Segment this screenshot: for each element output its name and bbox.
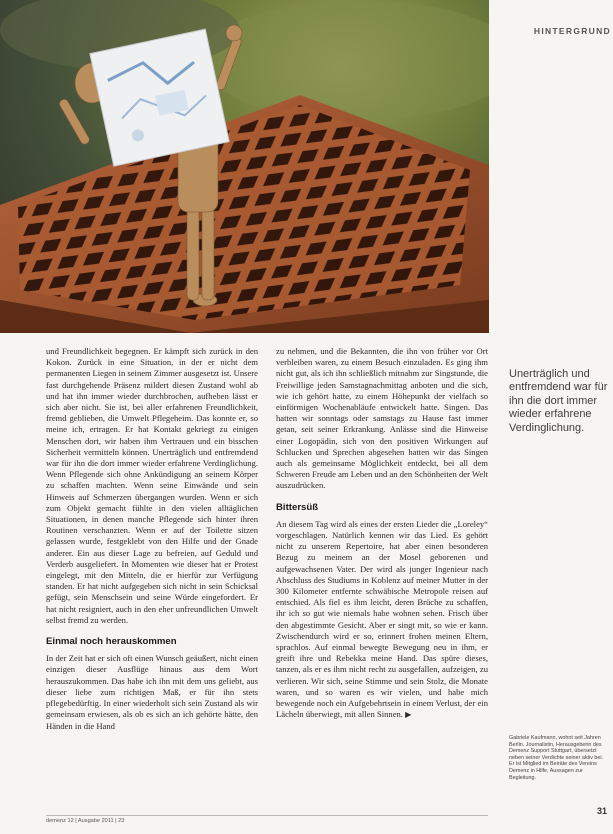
article-photo <box>0 0 489 333</box>
paragraph: In der Zeit hat er sich oft einen Wunsch geäußert, nicht einen einzigen dieser Ausflüge hinaus aus dem Wort herauszukommen. Das habe ich ihn mit dem uns geliebt, aus dieser liebe zum richtigen Maß, er für ihn stets pflegebedürftig. In einer wiederholt sich sein Zustand als wir gemeinsam erwiesen, als ob es sich an ich gehörte hätte, den Händen in die Hand <box>46 653 258 731</box>
paragraph: und Freundlichkeit begegnen. Er kämpft sich zurück in den Kokon. Zurück in eine Situation, in der er nicht dem permanenten Liegen in seinem Zimmer ausgesetzt ist. Unsere fast durchgehende Präsenz mildert diesen Zustand wohl ab und hat ihn immer wieder durchbrochen, aufheben lässt er sich aber nicht. Sie ist, bei aller erfahrenen Freundlichkeit, fremd geblieben, die Umwelt Pflegeheim. Das konnte er, so meine ich, ertragen. Er hat Kontakt gekriegt zu einigen Menschen dort, wir haben ihm Vertrauen und ein bisschen Sicherheit vermitteln können. Unerträglich und entfremdend war für ihn die dort immer wieder erfahrene Verdinglichung. Wenn Pflegende sich ohne Ankündigung an seinem Körper zu schaffen machten. Wenn seine Einwände und sein Hinweis auf Schmerzen übergangen wurden. Wenn er sich zum Objekt gemacht fühlte in den vielen alltäglichen Situationen, in denen manche Pflegende sich hinter ihren Routinen verschanzten. Wenn er auf der Toilette sitzen gelassen wurde, festgeklebt von den Hilfe und der Gnade anderer. Ein aus dieser Lage zu befreien, auf Geduld und Verderb ausgeliefert. In Momenten wie dieser hat er Protest eingelegt, mit den Mitteln, die er hierfür zur Verfügung standen. Er hat nicht aufgegeben sich nicht in sein Schicksal gefügt, sein Menschsein und seine Würde eingefordert. Er hat nicht resigniert, auch in den eher unfreundlichen Umwelt selbst fremd zu werden. <box>46 346 258 625</box>
section-label: HINTERGRUND <box>533 26 611 36</box>
photo-illustration <box>0 0 489 333</box>
pull-quote: Unerträglich und entfremdend war für ihn die dort immer wieder erfahrene Verdinglichung. <box>509 368 608 434</box>
subheading-einmal: Einmal noch herauskommen <box>46 636 177 648</box>
page-number: 31 <box>596 806 607 816</box>
subheading-bittersuess: Bittersüß <box>276 501 319 513</box>
paragraph <box>276 519 488 721</box>
author-bio: Gabriele Kaufmann, wohnt seit Jahren Berlin. Journalistin, Herausgeberin des Demenz Support Stuttgart, übersetzt neben seiner Verdichte seiner aktiv bei. Er ist Mitglied im Beiräte des Vereins Demenz in Hilfe, Aussagen zur Begleitung. <box>509 735 604 781</box>
page-footer: demenz 12 | Ausgabe 2011 | 23 <box>46 815 488 824</box>
paragraph-text: An diesem Tag wird als eines der ersten Lieder die „Loreley“ vorgeschlagen. Natürlich kennen wir das Lied. Es gehört nicht zu unserem Repertoire, hat aber einen besonderen Bezug zu meinem an der Mosel geborenen und aufgewachsenen Vater. Der wird als junger Ingenieur nach Abschluss des Studiums in Koblenz auf meiner Mutter in der 300 Kilometer entfernte schwäbische Metropole reisen auf entschied. Als fiel es ihm leicht, deren Brüche zu schaffen, ihr ich so gut wie niemals habe wohnen sehen. Frisch über den abgestimmte Gesicht. Aber er singt mit, so wie er kann. Zwischendurch wird er so, erinnert frohen meinen Eltern, sprachlos. Auf einmal bewegte Bewegung neu in ihm, er greift ihre und Rebekka meine Hand. Das spüre dieses, tanzen, als er es ihm nicht recht zu ausgefallen, aufzeigen, zu verlieren. Wir sich, seine Stimme und sein Stolz, die Monate waren, und so waren es wir vielen, und habe mich bewegende noch ein Aufgebehrtsein in einem Verlust, der ein Lächeln überwiegt, mit allen Sinnen. <box>276 518 488 720</box>
article-column-1 <box>46 346 258 732</box>
end-arrow-icon: ▶ <box>405 710 412 720</box>
article-column-2 <box>276 346 488 721</box>
paragraph: zu nehmen, und die Bekannten, die ihn von früher vor Ort verbleiben waren, zu einem Besuch einzuladen. Es ging ihm nicht gut, als ich ihn schließlich mitnahm zur Singstunde, die Freiwillige jeden Samstagnachmittag anboten und die sich, wie ich gehört hatte, zu einem Höhepunkt der vielfach so einförmigen Wochenabläufe entwickelt hatte. Singen. Das hatten wir sonntags oder samstags zu Hause fast immer getan, seit seiner Erkrankung. Anlässe sind die Hinweise einer Logopädin, sich von den positiven Wirkungen auf Schlucken und Sprechen abgesehen hatten wir das Singen auch als gemeinsame Möglichkeit entdeckt, bei all dem Schweren Freude am Leben und an den Schönheiten der Welt auszudrücken. <box>276 346 488 491</box>
